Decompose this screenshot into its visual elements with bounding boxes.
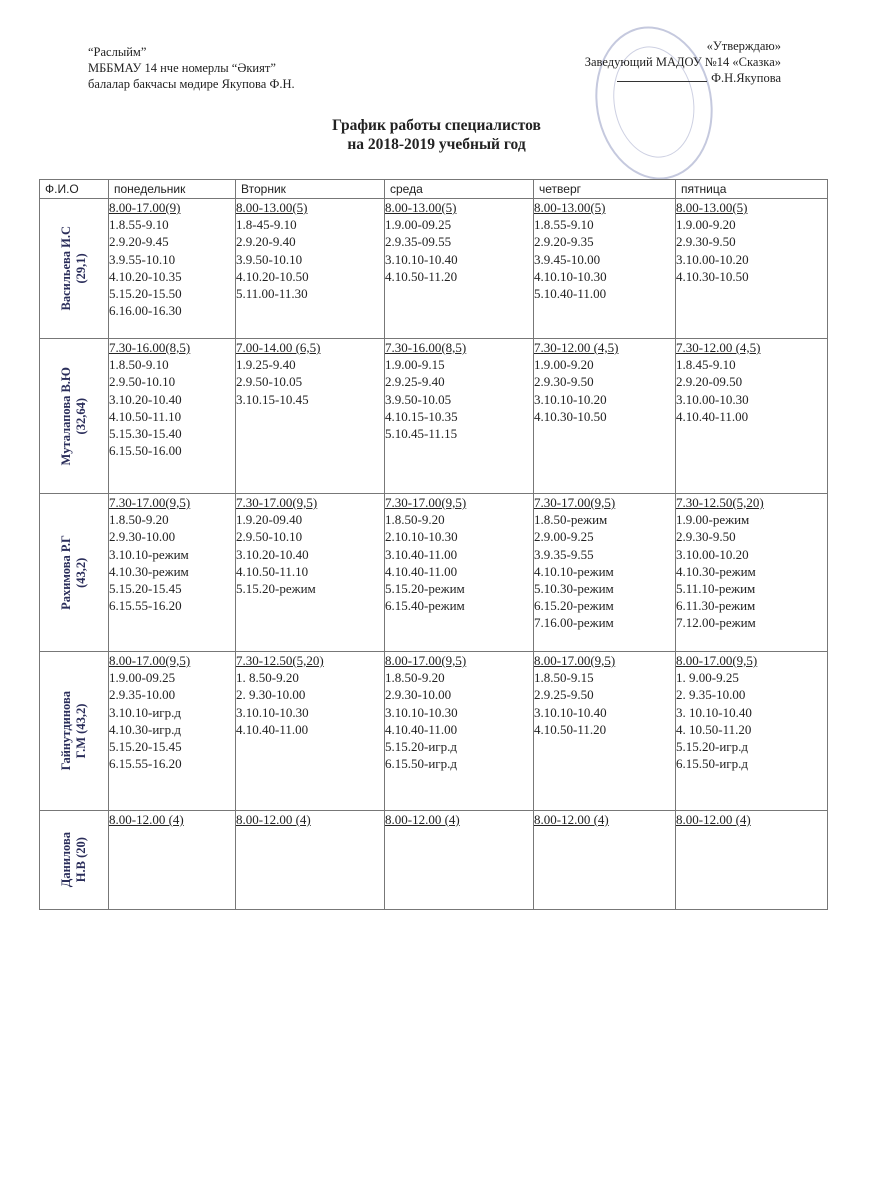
session-time: 1.8.50-режим	[534, 512, 608, 528]
session-time: 3.9.50-10.05	[385, 391, 452, 407]
session-time: 5.15.20-15.45	[109, 739, 182, 755]
session-time: 3.10.10-10.40	[534, 704, 607, 720]
working-hours: 8.00-12.00 (4)	[385, 812, 460, 827]
session-time: 6.11.30-режим	[676, 598, 756, 614]
column-header-monday: понедельник	[109, 180, 236, 199]
session-time: 4.10.30-10.50	[534, 408, 607, 424]
session-time: 5.15.20-режим	[385, 581, 465, 597]
session-time: 3.10.10-10.30	[236, 704, 309, 720]
session-time: 7.12.00-режим	[676, 615, 756, 631]
session-time: 3.10.15-10.45	[236, 391, 309, 407]
schedule-cell	[236, 811, 385, 910]
session-time: 4.10.40-11.00	[676, 408, 749, 424]
session-time: 4.10.50-11.20	[534, 721, 607, 737]
schedule-cell	[236, 339, 385, 494]
specialist-name-line: Васильева И.С	[59, 226, 73, 311]
session-time: 2.9.30-9.50	[676, 234, 736, 250]
header-left-line-1: “Раслыйм”	[88, 45, 147, 59]
approval-label: «Утверждаю»	[706, 39, 781, 53]
schedule-cell	[534, 811, 676, 910]
specialist-name	[59, 367, 89, 465]
session-time: 3.10.20-10.40	[109, 391, 182, 407]
session-time: 1.8.50-9.20	[109, 512, 169, 528]
session-time: 4.10.40-11.00	[385, 721, 458, 737]
document-title	[0, 116, 873, 154]
session-time: 6.15.50-игр.д	[676, 756, 748, 772]
specialist-name	[59, 691, 89, 770]
session-time: 4.10.30-игр.д	[109, 721, 181, 737]
session-time: 5.11.00-11.30	[236, 286, 308, 302]
working-hours: 8.00-13.00(5)	[385, 200, 457, 215]
session-time: 4.10.40-11.00	[385, 563, 458, 579]
specialist-name-line: (29,1)	[74, 253, 88, 284]
session-time: 3.10.10-режим	[109, 546, 189, 562]
working-hours: 7.30-12.50(5,20)	[236, 653, 324, 668]
session-time: 4.10.10-режим	[534, 563, 614, 579]
working-hours: 8.00-13.00(5)	[236, 200, 308, 215]
session-time: 3.9.50-10.10	[236, 251, 303, 267]
title-line-1: График работы специалистов	[332, 117, 541, 134]
table-row	[40, 494, 828, 652]
session-time: 3.9.55-10.10	[109, 251, 176, 267]
specialist-name-cell	[40, 199, 109, 339]
header-left-line-3: балалар бакчасы мөдире Якупова Ф.Н.	[88, 77, 295, 91]
session-time: 6.15.55-16.20	[109, 756, 182, 772]
working-hours: 8.00-17.00(9,5)	[109, 653, 191, 668]
session-time: 4.10.10-10.30	[534, 268, 607, 284]
session-time: 2.9.30-9.50	[676, 529, 736, 545]
session-time: 1.8.55-9.10	[109, 217, 169, 233]
session-time: 4.10.30-режим	[676, 563, 756, 579]
working-hours: 8.00-13.00(5)	[534, 200, 606, 215]
schedule-cell	[385, 199, 534, 339]
specialist-name-line: Н.В (20)	[74, 837, 88, 883]
session-time: 1.8.55-9.10	[534, 217, 594, 233]
approver-name: Ф.Н.Якупова	[711, 71, 781, 85]
table-header-row	[40, 180, 828, 199]
session-time: 5.15.20-режим	[236, 581, 316, 597]
session-time: 2.9.35-09.55	[385, 234, 452, 250]
session-time: 2.9.50-10.10	[109, 374, 176, 390]
schedule-cell	[676, 199, 828, 339]
session-time: 7.16.00-режим	[534, 615, 614, 631]
schedule-cell	[385, 652, 534, 811]
schedule-table	[39, 179, 828, 910]
approver-position: Заведующий МАДОУ №14 «Сказка»	[584, 55, 781, 69]
working-hours: 7.30-12.00 (4,5)	[534, 340, 619, 355]
session-time: 3.9.45-10.00	[534, 251, 601, 267]
schedule-body	[40, 199, 828, 910]
session-time: 1. 8.50-9.20	[236, 670, 299, 686]
working-hours: 8.00-12.00 (4)	[109, 812, 184, 827]
header-left-line-2: МББМАУ 14 нче номерлы “Әкият”	[88, 61, 276, 75]
session-time: 2.9.25-9.40	[385, 374, 445, 390]
working-hours: 7.30-17.00(9,5)	[534, 495, 616, 510]
schedule-cell	[534, 494, 676, 652]
session-time: 1.9.00-9.20	[676, 217, 736, 233]
schedule-cell	[236, 494, 385, 652]
session-time: 6.15.50-16.00	[109, 443, 182, 459]
working-hours: 8.00-12.00 (4)	[676, 812, 751, 827]
session-time: 2.9.25-9.50	[534, 687, 594, 703]
session-time: 2.9.50-10.05	[236, 374, 303, 390]
schedule-cell	[109, 199, 236, 339]
specialist-name-line: Г.М (43,2)	[74, 703, 88, 759]
session-time: 2.9.50-10.10	[236, 529, 303, 545]
specialist-name-cell	[40, 652, 109, 811]
schedule-cell	[534, 199, 676, 339]
working-hours: 7.30-17.00(9,5)	[385, 495, 467, 510]
schedule-cell	[236, 652, 385, 811]
session-time: 1.9.00-9.15	[385, 357, 445, 373]
session-time: 4.10.30-режим	[109, 563, 189, 579]
session-time: 1.8.50-9.20	[385, 512, 445, 528]
session-time: 1.8.45-9.10	[676, 357, 736, 373]
working-hours: 8.00-13.00(5)	[676, 200, 748, 215]
session-time: 5.15.30-15.40	[109, 426, 182, 442]
session-time: 4.10.15-10.35	[385, 408, 458, 424]
session-time: 1.8-45-9.10	[236, 217, 297, 233]
specialist-name-cell	[40, 494, 109, 652]
schedule-cell	[385, 811, 534, 910]
session-time: 4.10.50-11.10	[236, 563, 309, 579]
session-time: 3.10.20-10.40	[236, 546, 309, 562]
schedule-cell	[236, 199, 385, 339]
session-time: 4.10.50-11.20	[385, 268, 458, 284]
working-hours: 8.00-12.00 (4)	[236, 812, 311, 827]
session-time: 3. 10.10-10.40	[676, 704, 752, 720]
session-time: 3.10.00-10.20	[676, 546, 749, 562]
session-time: 2.9.20-9.45	[109, 234, 169, 250]
session-time: 1.9.00-09.25	[109, 670, 176, 686]
session-time: 3.9.35-9.55	[534, 546, 594, 562]
session-time: 2.9.30-9.50	[534, 374, 594, 390]
schedule-cell	[109, 811, 236, 910]
session-time: 2.9.30-10.00	[385, 687, 452, 703]
column-header-thursday: четверг	[534, 180, 676, 199]
column-header-friday: пятница	[676, 180, 828, 199]
schedule-cell	[385, 339, 534, 494]
working-hours: 8.00-17.00(9,5)	[534, 653, 616, 668]
session-time: 3.10.00-10.30	[676, 391, 749, 407]
schedule-cell	[676, 339, 828, 494]
session-time: 3.10.00-10.20	[676, 251, 749, 267]
session-time: 1.9.00-режим	[676, 512, 750, 528]
session-time: 1.9.20-09.40	[236, 512, 303, 528]
session-time: 5.10.40-11.00	[534, 286, 607, 302]
session-time: 1.9.25-9.40	[236, 357, 296, 373]
specialist-name	[59, 535, 89, 610]
specialist-name-line: (43,2)	[74, 557, 88, 588]
column-header-tuesday: Вторник	[236, 180, 385, 199]
session-time: 4. 10.50-11.20	[676, 721, 752, 737]
working-hours: 7.30-16.00(8,5)	[385, 340, 467, 355]
session-time: 2. 9.30-10.00	[236, 687, 306, 703]
session-time: 5.10.30-режим	[534, 581, 614, 597]
working-hours: 7.30-12.50(5,20)	[676, 495, 764, 510]
specialist-name-line: Гайнутдинова	[59, 691, 73, 771]
specialist-name	[59, 226, 89, 311]
session-time: 2.10.10-10.30	[385, 529, 458, 545]
session-time: 3.10.40-11.00	[385, 546, 458, 562]
session-time: 2.9.30-10.00	[109, 529, 176, 545]
session-time: 6.15.55-16.20	[109, 598, 182, 614]
session-time: 1.8.50-9.15	[534, 670, 594, 686]
specialist-name-line: Муталапова В.Ю	[59, 366, 73, 466]
working-hours: 8.00-17.00(9)	[109, 200, 181, 215]
working-hours: 8.00-17.00(9,5)	[385, 653, 467, 668]
session-time: 2.9.20-09.50	[676, 374, 743, 390]
session-time: 1.8.50-9.20	[385, 670, 445, 686]
session-time: 5.11.10-режим	[676, 581, 756, 597]
session-time: 5.15.20-игр.д	[385, 739, 457, 755]
table-row	[40, 652, 828, 811]
working-hours: 8.00-12.00 (4)	[534, 812, 609, 827]
signature-line	[617, 81, 707, 82]
session-time: 2.9.00-9.25	[534, 529, 594, 545]
schedule-cell	[676, 494, 828, 652]
specialist-name-cell	[40, 339, 109, 494]
session-time: 2.9.20-9.40	[236, 234, 296, 250]
schedule-cell	[385, 494, 534, 652]
schedule-cell	[109, 339, 236, 494]
specialist-name-cell	[40, 811, 109, 910]
session-time: 4.10.40-11.00	[236, 721, 309, 737]
table-row	[40, 199, 828, 339]
session-time: 3.10.10-10.30	[385, 704, 458, 720]
column-header-name: Ф.И.О	[40, 180, 109, 199]
specialist-name-line: Данилова	[59, 832, 73, 888]
session-time: 6.15.50-игр.д	[385, 756, 457, 772]
header-left-block	[88, 44, 295, 92]
session-time: 1. 9.00-9.25	[676, 670, 739, 686]
session-time: 5.15.20-игр.д	[676, 739, 748, 755]
specialist-name	[59, 832, 89, 887]
working-hours: 7.30-17.00(9,5)	[236, 495, 318, 510]
session-time: 2.9.20-9.35	[534, 234, 594, 250]
table-row	[40, 811, 828, 910]
session-time: 1.8.50-9.10	[109, 357, 169, 373]
session-time: 5.15.20-15.50	[109, 286, 182, 302]
header-right-block	[585, 38, 781, 86]
session-time: 3.10.10-игр.д	[109, 704, 181, 720]
session-time: 5.10.45-11.15	[385, 426, 458, 442]
session-time: 3.10.10-10.20	[534, 391, 607, 407]
working-hours: 7.30-16.00(8,5)	[109, 340, 191, 355]
schedule-cell	[109, 652, 236, 811]
session-time: 2.9.35-10.00	[109, 687, 176, 703]
session-time: 4.10.20-10.50	[236, 268, 309, 284]
session-time: 4.10.30-10.50	[676, 268, 749, 284]
approver-signature	[585, 70, 781, 86]
session-time: 1.9.00-09.25	[385, 217, 452, 233]
session-time: 6.16.00-16.30	[109, 303, 182, 319]
schedule-cell	[534, 339, 676, 494]
working-hours: 7.30-12.00 (4,5)	[676, 340, 761, 355]
specialist-name-line: (32,64)	[74, 397, 88, 435]
working-hours: 7.00-14.00 (6,5)	[236, 340, 321, 355]
session-time: 4.10.50-11.10	[109, 408, 182, 424]
session-time: 6.15.40-режим	[385, 598, 465, 614]
title-line-2: на 2018-2019 учебный год	[347, 136, 526, 153]
specialist-name-line: Рахимова Р.Г	[59, 535, 73, 610]
working-hours: 7.30-17.00(9,5)	[109, 495, 191, 510]
session-time: 4.10.20-10.35	[109, 268, 182, 284]
working-hours: 8.00-17.00(9,5)	[676, 653, 758, 668]
session-time: 2. 9.35-10.00	[676, 687, 746, 703]
schedule-cell	[676, 652, 828, 811]
column-header-wednesday: среда	[385, 180, 534, 199]
session-time: 6.15.20-режим	[534, 598, 614, 614]
schedule-cell	[109, 494, 236, 652]
schedule-cell	[534, 652, 676, 811]
session-time: 5.15.20-15.45	[109, 581, 182, 597]
session-time: 1.9.00-9.20	[534, 357, 594, 373]
schedule-cell	[676, 811, 828, 910]
table-row	[40, 339, 828, 494]
session-time: 3.10.10-10.40	[385, 251, 458, 267]
